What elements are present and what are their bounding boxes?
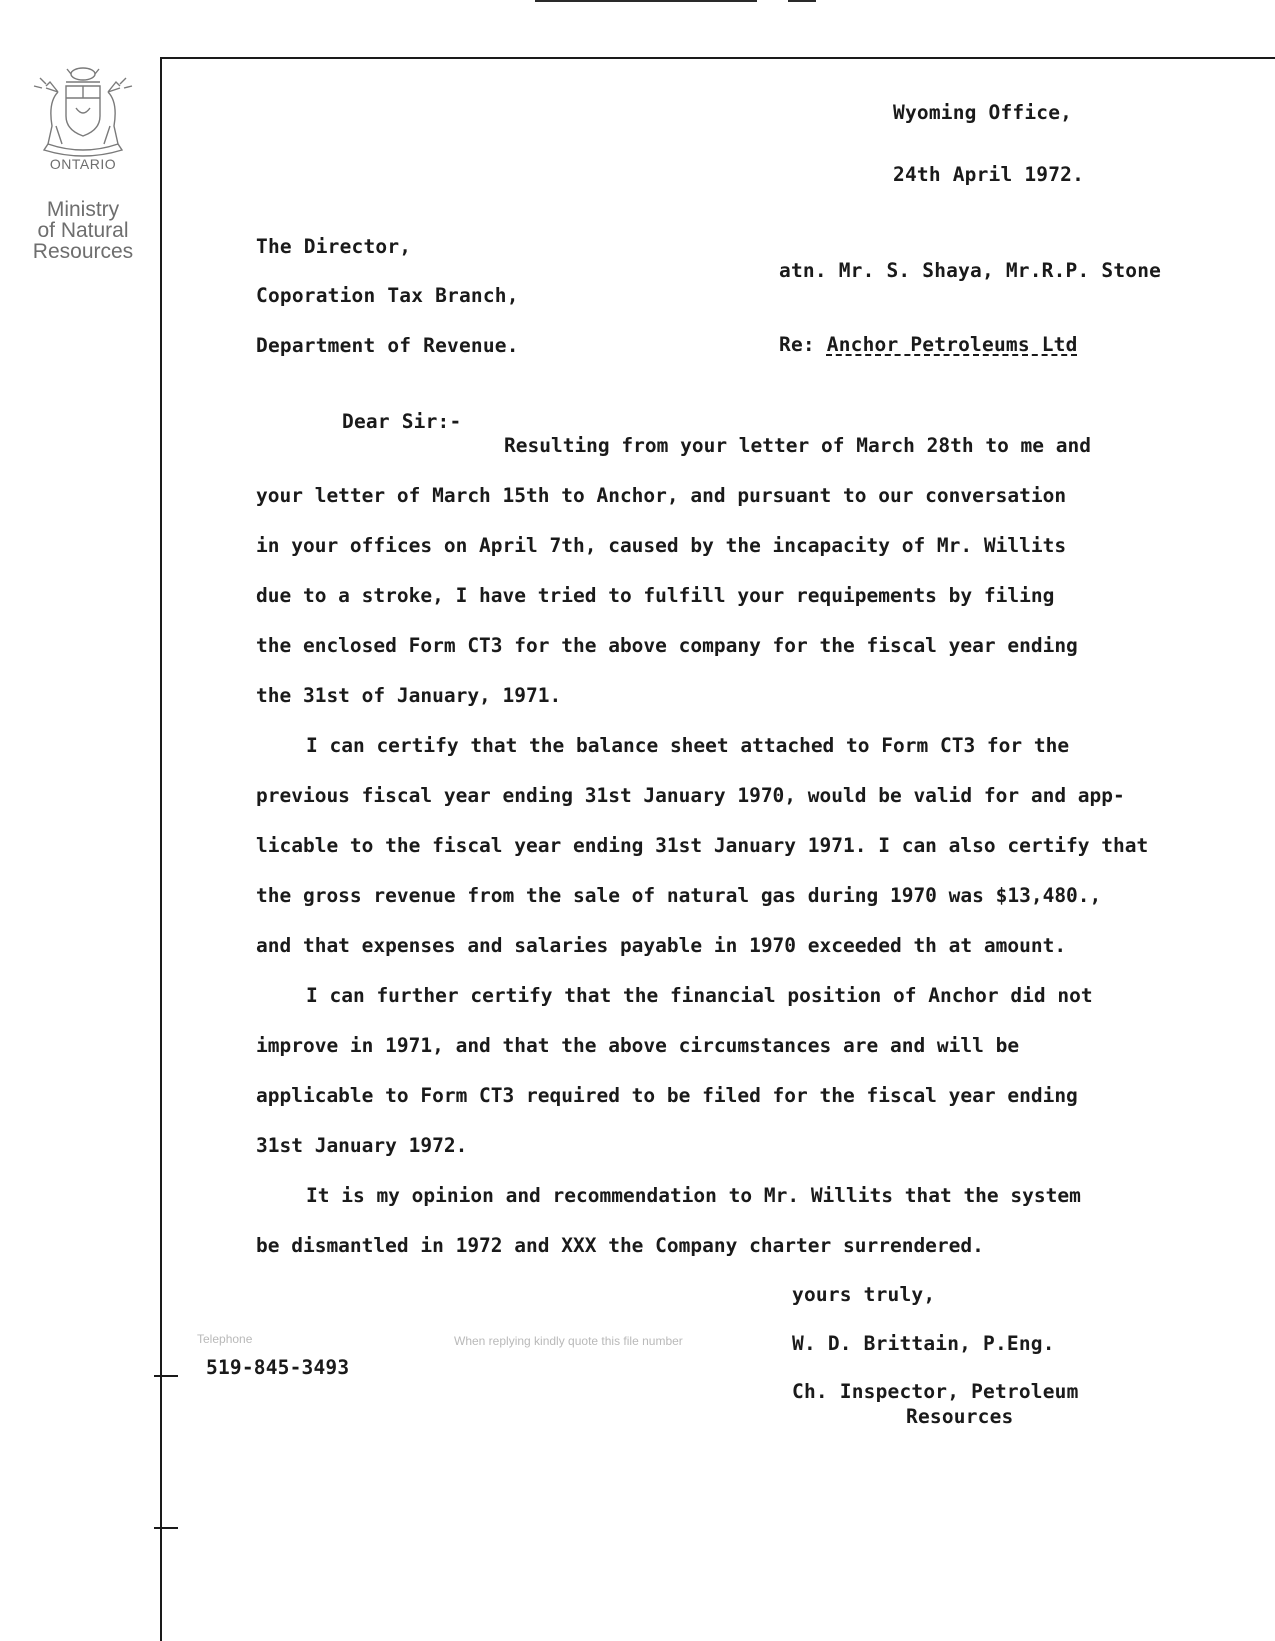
body-line: the 31st of January, 1971. [256, 684, 562, 707]
body-line: Resulting from your letter of March 28th to me and [504, 434, 1091, 457]
signer-title: Ch. Inspector, Petroleum [792, 1380, 1079, 1403]
subject-line [779, 333, 1078, 356]
top-edge-mark [788, 0, 816, 2]
closing: yours truly, [792, 1283, 936, 1306]
telephone-number: 519-845-3493 [206, 1356, 350, 1379]
signer-title: Resources [906, 1405, 1014, 1428]
body-line: licable to the fiscal year ending 31st January 1971. I can also certify that [256, 834, 1149, 857]
file-number-label: When replying kindly quote this file number [454, 1334, 683, 1348]
body-line: and that expenses and salaries payable in 1970 exceeded th at amount. [256, 934, 1067, 957]
letterhead-margin-rule [160, 57, 162, 1641]
body-line: 31st January 1972. [256, 1134, 468, 1157]
body-line: due to a stroke, I have tried to fulfill your requipements by filing [256, 584, 1055, 607]
body-line: your letter of March 15th to Anchor, and pursuant to our conversation [256, 484, 1067, 507]
letter-date: 24th April 1972. [893, 163, 1085, 186]
ministry-name-line: Ministry [46, 198, 120, 221]
ministry-name-line: Resources [32, 240, 134, 263]
recipient-line: Department of Revenue. [256, 334, 519, 357]
attention-line: atn. Mr. S. Shaya, Mr.R.P. Stone [779, 259, 1162, 282]
signer-name: W. D. Brittain, P.Eng. [792, 1332, 1055, 1355]
body-line: in your offices on April 7th, caused by the incapacity of Mr. Willits [256, 534, 1067, 557]
recipient-line: The Director, [256, 235, 412, 258]
fold-tick [154, 1375, 178, 1377]
ministry-name-line: of Natural [37, 219, 129, 242]
body-line: previous fiscal year ending 31st January 1970, would be valid for and app- [256, 784, 1125, 807]
body-line: I can further certify that the financial position of Anchor did not [306, 984, 1093, 1007]
fold-tick [154, 1527, 178, 1529]
province-name: ONTARIO [49, 156, 117, 172]
body-line: applicable to Form CT3 required to be filed for the fiscal year ending [256, 1084, 1078, 1107]
letterhead-top-rule [160, 57, 1275, 59]
body-line: improve in 1971, and that the above circumstances are and will be [256, 1034, 1020, 1057]
body-line: be dismantled in 1972 and XXX the Company charter surrendered. [256, 1234, 984, 1257]
body-line: I can certify that the balance sheet attached to Form CT3 for the [306, 734, 1070, 757]
body-line: It is my opinion and recommendation to Mr. Willits that the system [306, 1184, 1081, 1207]
body-line: the gross revenue from the sale of natural gas during 1970 was $13,480., [256, 884, 1102, 907]
telephone-label: Telephone [197, 1332, 253, 1346]
subject-label: Re: [779, 333, 815, 356]
subject-company: Anchor Petroleums Ltd [826, 333, 1078, 356]
recipient-line: Coporation Tax Branch, [256, 284, 519, 307]
office-name: Wyoming Office, [893, 101, 1073, 124]
top-edge-mark [535, 0, 757, 2]
ontario-coat-of-arms-logo [28, 62, 138, 157]
salutation: Dear Sir:- [342, 410, 462, 433]
body-line: the enclosed Form CT3 for the above company for the fiscal year ending [256, 634, 1078, 657]
ministry-name [0, 199, 166, 262]
